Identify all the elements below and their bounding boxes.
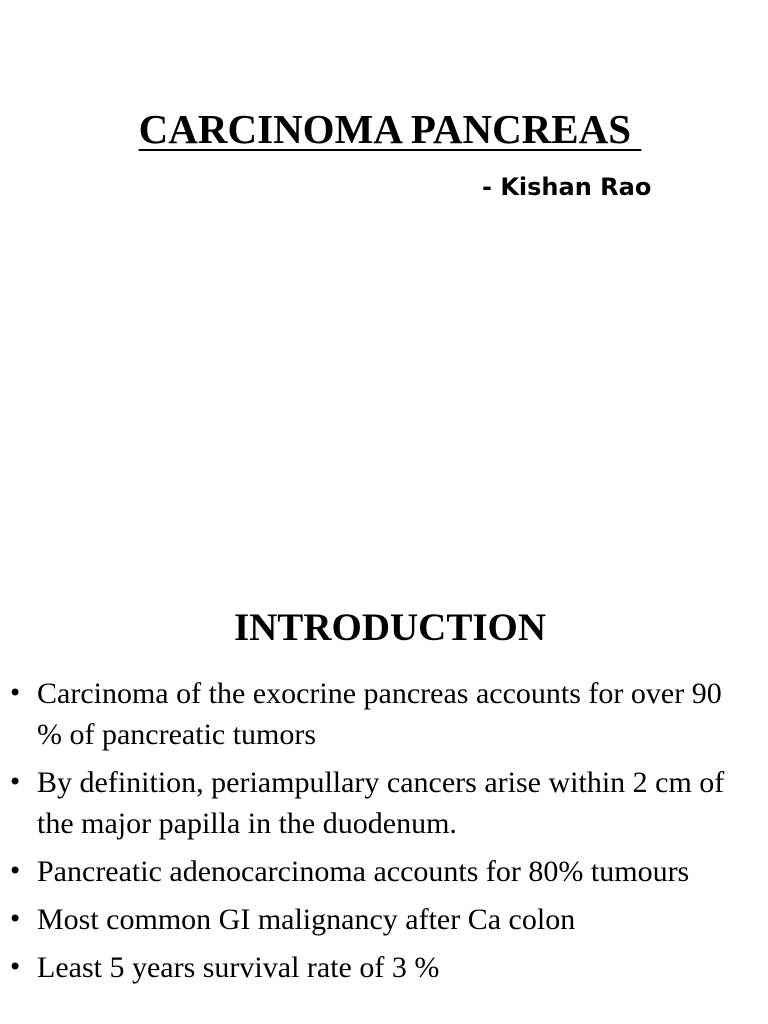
bullet-item [0, 899, 768, 940]
introduction-heading: INTRODUCTION [233, 606, 547, 649]
introduction-slide [0, 576, 768, 1024]
bullet-text: By definition, periampullary cancers arise within 2 cm of the major papilla in the duodenum. [37, 766, 725, 840]
author-name: - Kishan Rao [482, 173, 652, 201]
bullet-text: Most common GI malignancy after Ca colon [37, 903, 576, 936]
bullet-icon: • [8, 679, 23, 707]
bullet-item [0, 947, 768, 988]
bullet-icon: • [8, 768, 23, 796]
bullet-text: Carcinoma of the exocrine pancreas accounts for over 90 % of pancreatic tumors [37, 677, 722, 751]
slide-title [0, 104, 768, 154]
bullet-item [0, 762, 768, 844]
bullet-icon: • [8, 953, 23, 981]
bullet-icon: • [8, 905, 23, 933]
bullet-text: Pancreatic adenocarcinoma accounts for 80% tumours [37, 855, 690, 888]
bullet-item [0, 673, 768, 755]
bullet-icon: • [8, 857, 23, 885]
bullet-text: Least 5 years survival rate of 3 % [37, 951, 440, 984]
bullet-list [0, 673, 768, 995]
slide-title-text: CARCINOMA PANCREAS [138, 106, 642, 152]
bullet-item [0, 851, 768, 892]
